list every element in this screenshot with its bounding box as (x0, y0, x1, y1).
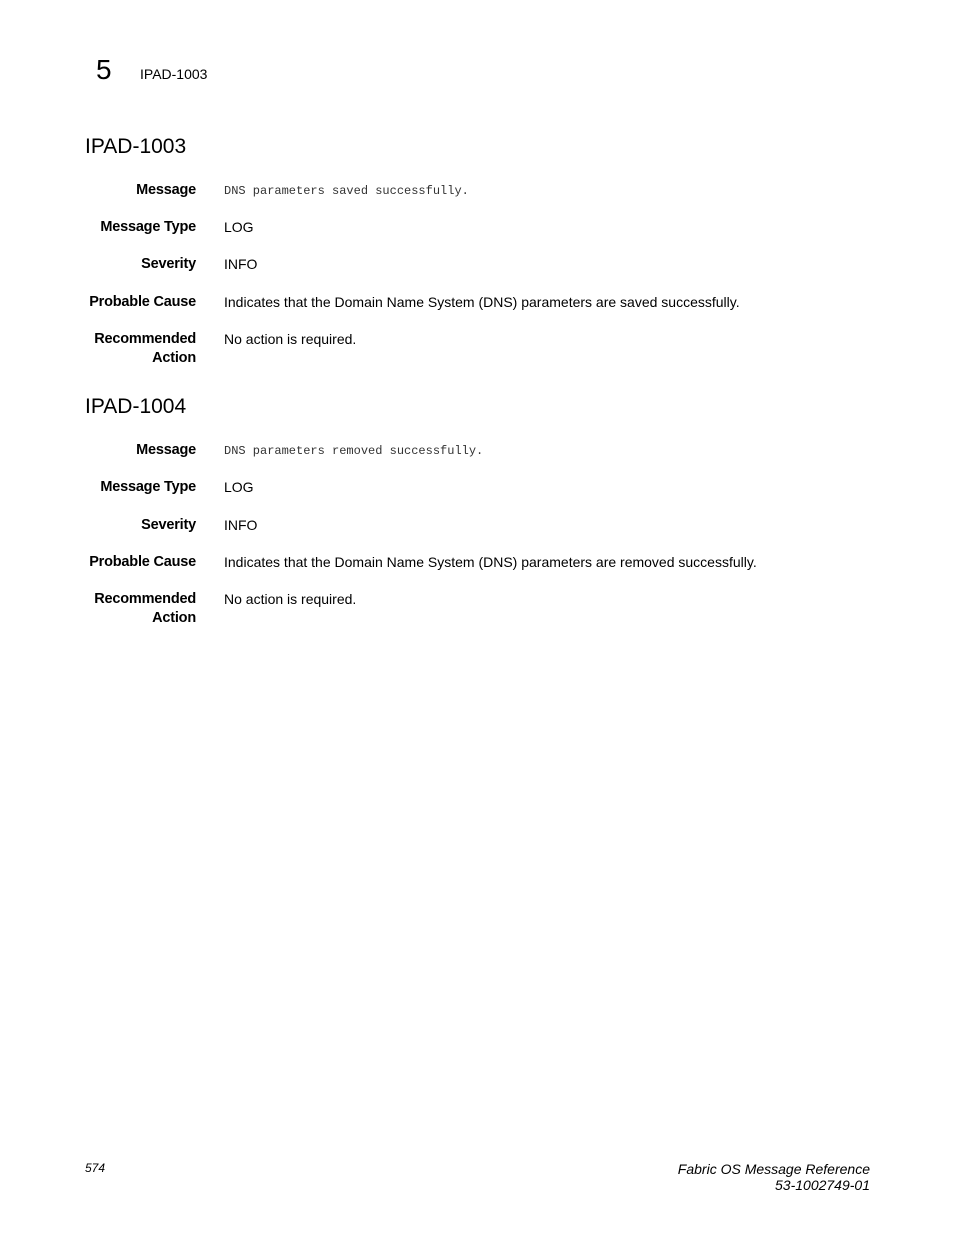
doc-title: Fabric OS Message Reference (677, 1161, 870, 1177)
doc-number: 53-1002749-01 (775, 1177, 870, 1193)
severity-value: INFO (224, 517, 258, 533)
message-type-value: LOG (224, 479, 254, 495)
running-head: IPAD-1003 (140, 66, 208, 82)
severity-label: Severity (141, 517, 196, 533)
recommended-action-value: No action is required. (224, 591, 357, 607)
chapter-number: 5 (96, 54, 112, 85)
message-type-value: LOG (224, 219, 254, 235)
recommended-action-label (66, 590, 196, 628)
probable-cause-value: Indicates that the Domain Name System (DNS) parameters are removed successfully. (224, 554, 757, 570)
recommended-action-label-line1: Recommended (94, 331, 196, 347)
message-label: Message (136, 442, 196, 458)
page-number: 574 (85, 1161, 106, 1175)
severity-value: INFO (224, 256, 258, 272)
severity-label: Severity (141, 256, 196, 272)
message-type-label: Message Type (100, 479, 196, 495)
message-value: DNS parameters removed successfully. (224, 444, 484, 458)
probable-cause-value: Indicates that the Domain Name System (DNS) parameters are saved successfully. (224, 294, 740, 310)
recommended-action-label-line2: Action (152, 350, 196, 366)
probable-cause-label: Probable Cause (89, 554, 196, 570)
footer-doc-info (678, 1161, 870, 1193)
message-label: Message (136, 182, 196, 198)
recommended-action-value: No action is required. (224, 331, 357, 347)
recommended-action-label (66, 330, 196, 368)
message-value: DNS parameters saved successfully. (224, 184, 469, 198)
recommended-action-label-line2: Action (152, 610, 196, 626)
section-title: IPAD-1003 (85, 135, 187, 158)
probable-cause-label: Probable Cause (89, 294, 196, 310)
recommended-action-label-line1: Recommended (94, 591, 196, 607)
message-type-label: Message Type (100, 219, 196, 235)
section-title: IPAD-1004 (85, 395, 187, 418)
